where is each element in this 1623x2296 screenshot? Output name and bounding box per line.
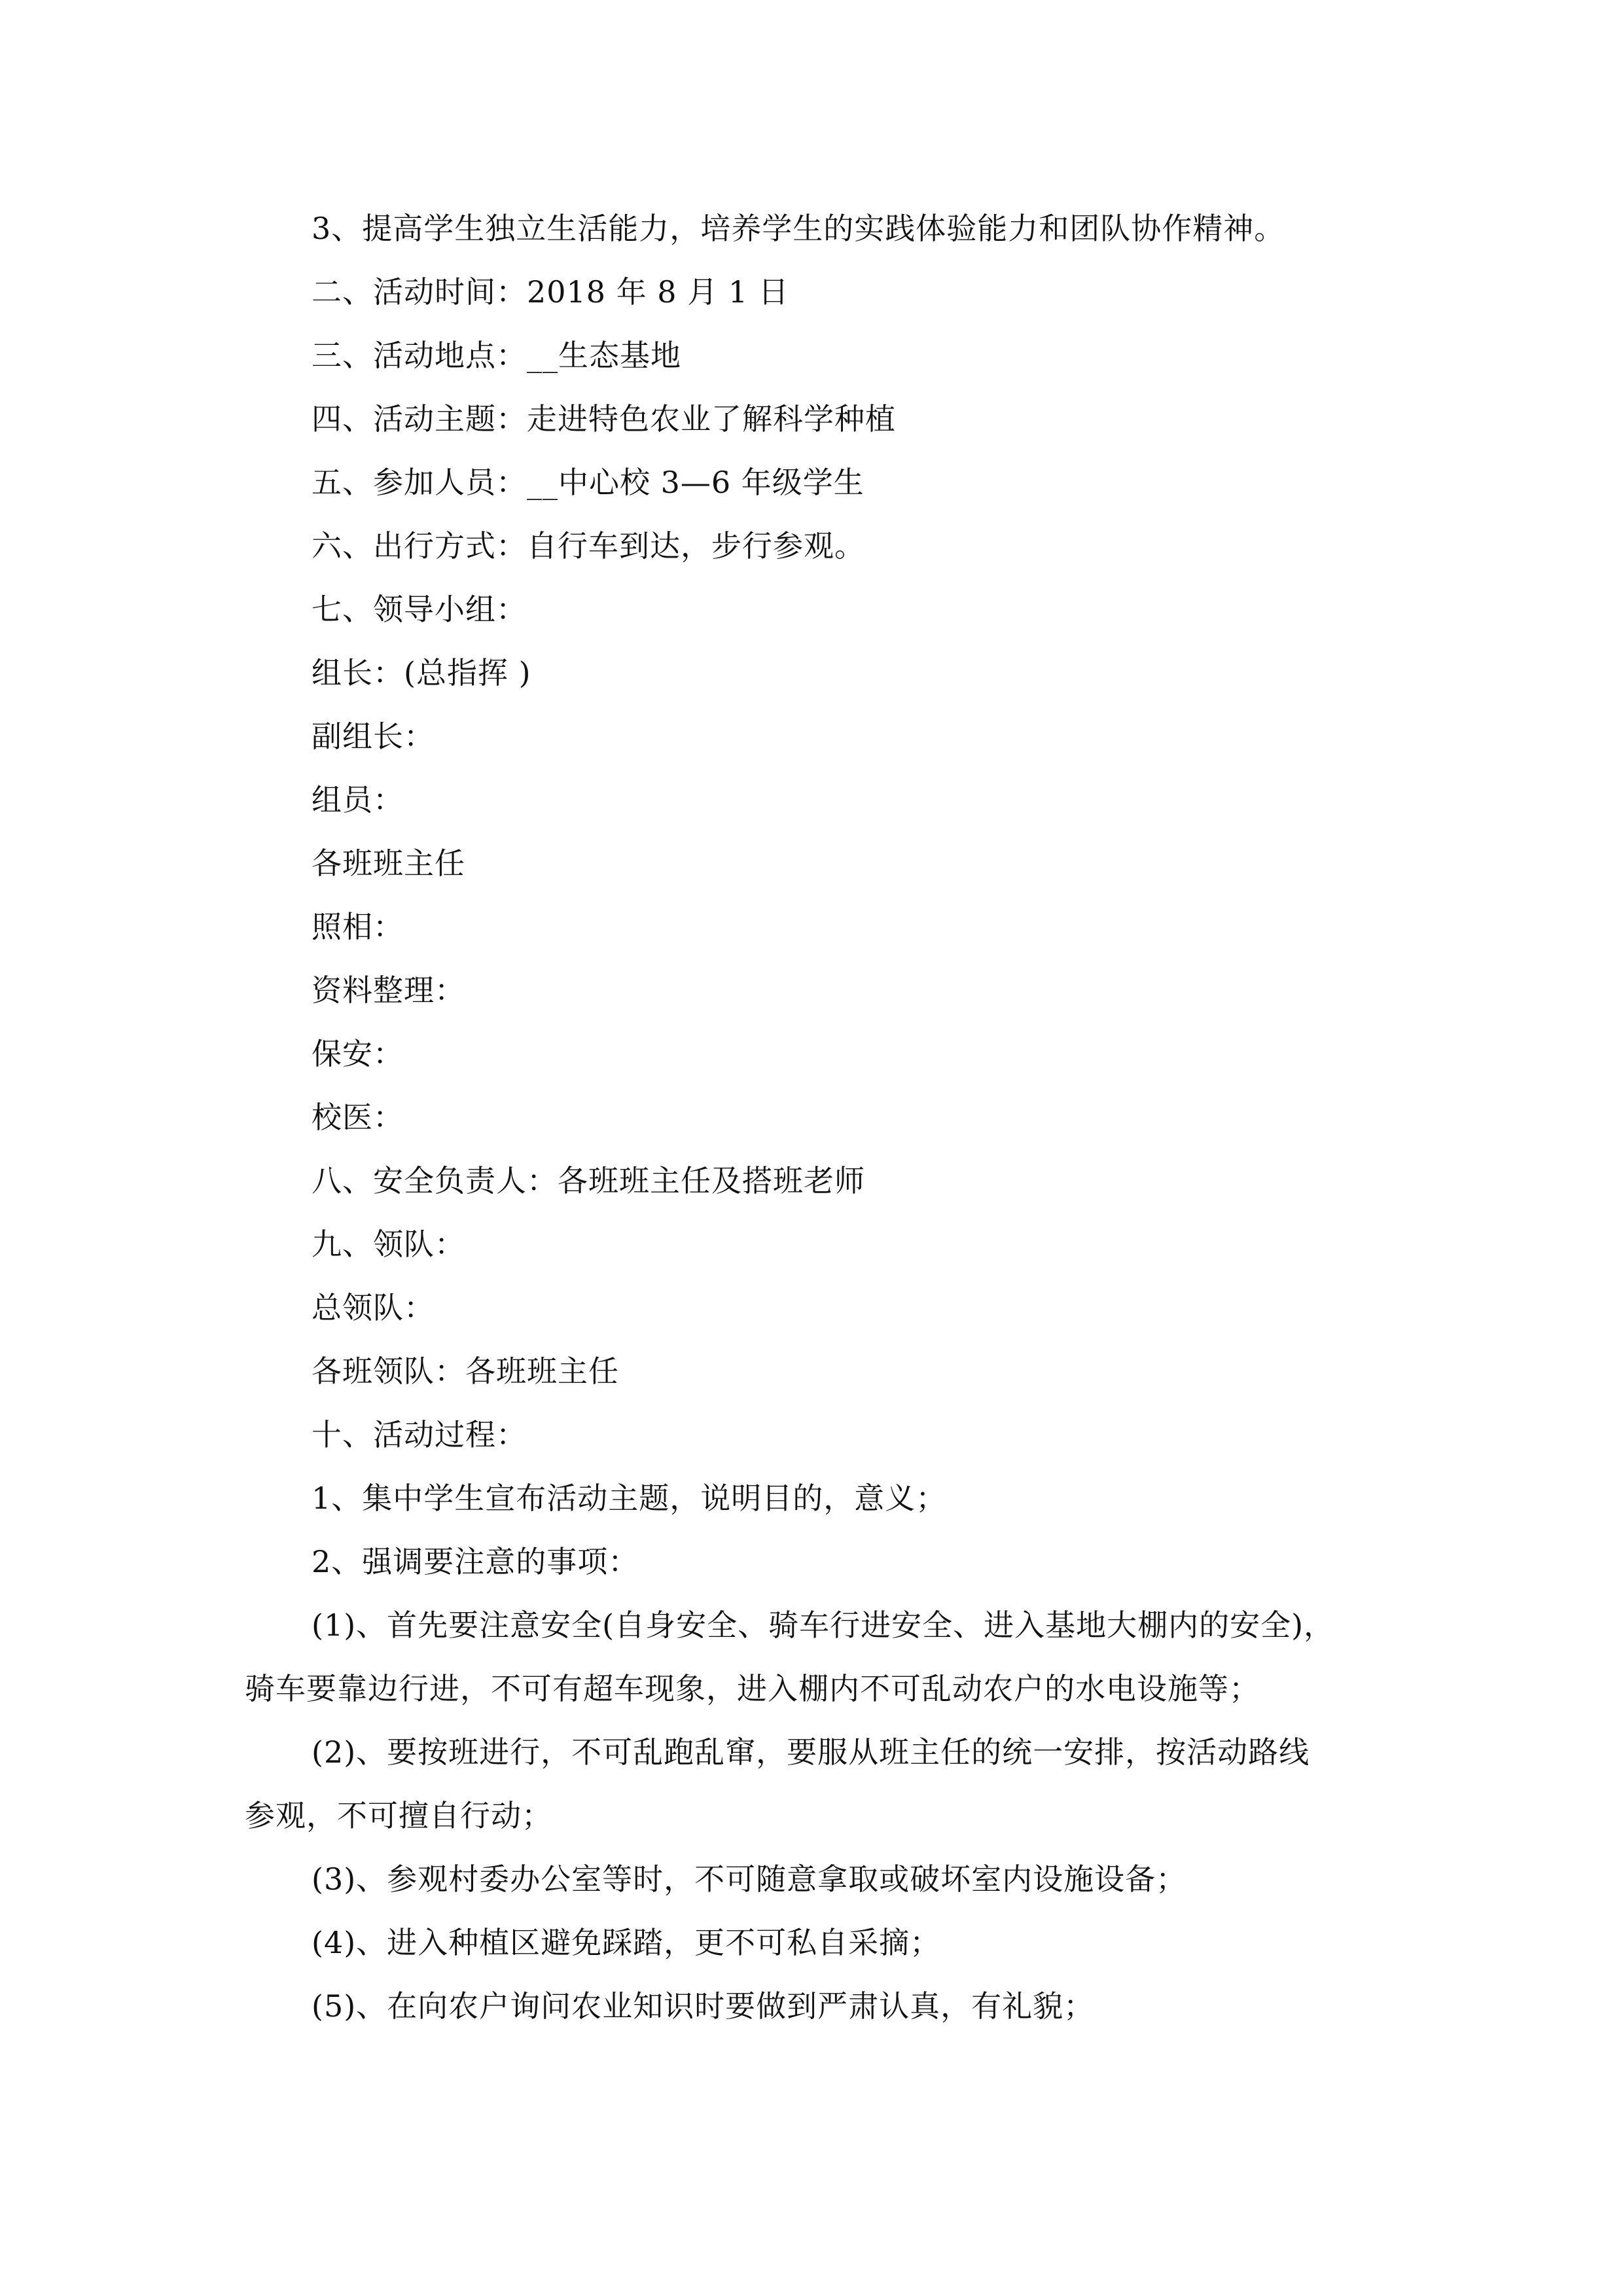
text-line-documentation: 资料整理： <box>312 973 465 1008</box>
text-line-process-step-1: 1、集中学生宣布活动主题，说明目的，意义； <box>312 1480 947 1516</box>
text-line-goal-3: 3、提高学生独立生活能力，培养学生的实践体验能力和团队协作精神。 <box>312 211 1285 246</box>
text-line-chief-team-leader: 总领队： <box>312 1290 435 1325</box>
text-line-note-5: (5)、在向农户询问农业知识时要做到严肃认真，有礼貌； <box>312 1988 1095 2024</box>
text-line-class-team-leaders: 各班领队：各班班主任 <box>312 1354 619 1389</box>
text-line-photography: 照相： <box>312 909 404 944</box>
text-line-process-step-2: 2、强调要注意的事项： <box>312 1544 639 1579</box>
text-line-activity-process: 十、活动过程： <box>312 1417 527 1452</box>
text-line-school-doctor: 校医： <box>312 1100 404 1135</box>
text-line-note-4: (4)、进入种植区避免踩踏，更不可私自采摘； <box>312 1925 941 1960</box>
text-line-note-2-continued: 参观，不可擅自行动； <box>245 1798 552 1833</box>
text-line-note-1: (1)、首先要注意安全(自身安全、骑车行进安全、进入基地大棚内的安全)， <box>312 1607 1335 1643</box>
text-line-class-teachers: 各班班主任 <box>312 846 465 881</box>
text-line-activity-theme: 四、活动主题：走进特色农业了解科学种植 <box>312 401 896 437</box>
text-line-deputy-leader: 副组长： <box>312 719 435 754</box>
text-line-members: 组员： <box>312 782 404 817</box>
text-line-travel-method: 六、出行方式：自行车到达，步行参观。 <box>312 528 865 564</box>
text-line-note-3: (3)、参观村委办公室等时，不可随意拿取或破坏室内设施设备； <box>312 1861 1187 1897</box>
text-line-security: 保安： <box>312 1036 404 1071</box>
text-line-note-2: (2)、要按班进行，不可乱跑乱窜，要服从班主任的统一安排，按活动路线 <box>312 1734 1310 1770</box>
text-line-safety-officer: 八、安全负责人：各班班主任及搭班老师 <box>312 1163 865 1198</box>
text-line-activity-location: 三、活动地点：__生态基地 <box>312 338 681 373</box>
text-line-activity-time: 二、活动时间：2018 年 8 月 1 日 <box>312 274 789 310</box>
text-line-team-leaders: 九、领队： <box>312 1227 465 1262</box>
text-line-group-leader: 组长：(总指挥 ) <box>312 655 531 691</box>
text-line-note-1-continued: 骑车要靠边行进，不可有超车现象，进入棚内不可乱动农户的水电设施等； <box>245 1671 1260 1706</box>
text-line-participants: 五、参加人员：__中心校 3—6 年级学生 <box>312 465 865 500</box>
text-line-leadership-group: 七、领导小组： <box>312 592 527 627</box>
